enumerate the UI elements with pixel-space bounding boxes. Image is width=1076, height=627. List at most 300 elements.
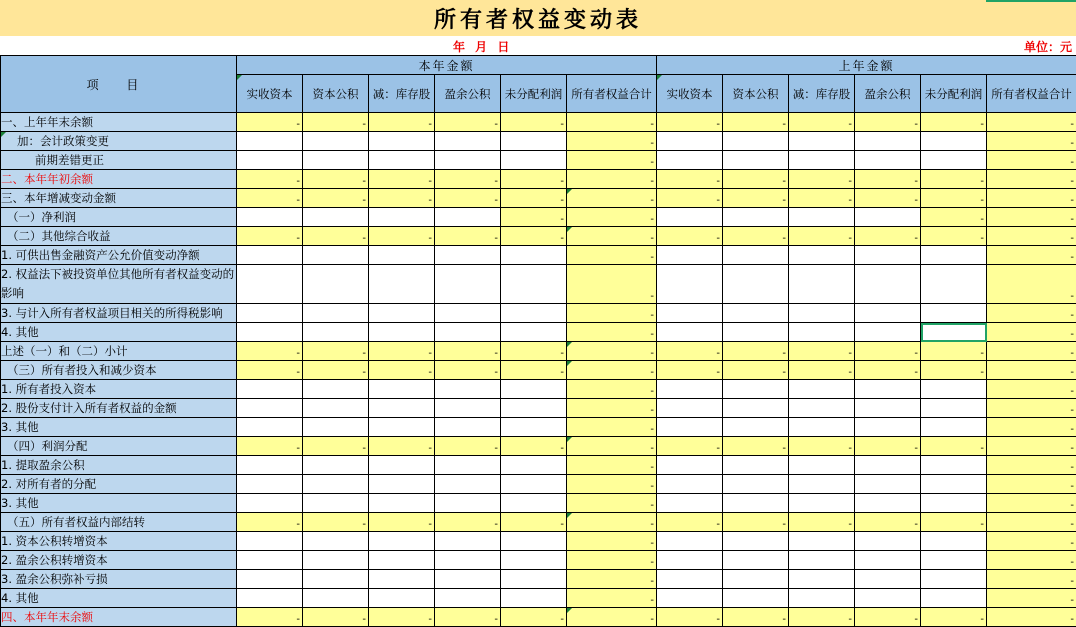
value-cell[interactable]: [435, 342, 501, 361]
value-cell[interactable]: [723, 494, 789, 513]
value-cell[interactable]: [435, 418, 501, 437]
value-cell[interactable]: [987, 208, 1076, 227]
value-cell[interactable]: [789, 399, 855, 418]
value-cell[interactable]: [657, 456, 723, 475]
value-cell[interactable]: [789, 189, 855, 208]
value-cell[interactable]: [435, 513, 501, 532]
value-cell[interactable]: [567, 189, 657, 208]
row-label[interactable]: （五）所有者权益内部结转: [1, 513, 237, 532]
value-cell[interactable]: [369, 304, 435, 323]
value-cell[interactable]: [567, 570, 657, 589]
value-cell[interactable]: [435, 151, 501, 170]
value-cell[interactable]: [987, 437, 1076, 456]
value-cell[interactable]: [237, 227, 303, 246]
value-cell[interactable]: [435, 380, 501, 399]
value-cell[interactable]: [501, 189, 567, 208]
value-cell[interactable]: [237, 265, 303, 304]
value-cell[interactable]: [369, 513, 435, 532]
value-cell[interactable]: [435, 265, 501, 304]
value-cell[interactable]: [369, 227, 435, 246]
value-cell[interactable]: [789, 570, 855, 589]
value-cell[interactable]: [237, 513, 303, 532]
value-cell[interactable]: [987, 532, 1076, 551]
value-cell[interactable]: [303, 265, 369, 304]
value-cell[interactable]: [369, 208, 435, 227]
value-cell[interactable]: [855, 456, 921, 475]
row-label[interactable]: 2. 对所有者的分配: [1, 475, 237, 494]
value-cell[interactable]: [567, 265, 657, 304]
value-cell[interactable]: [303, 570, 369, 589]
value-cell[interactable]: [567, 323, 657, 342]
value-cell[interactable]: [723, 132, 789, 151]
current-column-header[interactable]: 实收资本: [237, 75, 303, 113]
value-cell[interactable]: [237, 151, 303, 170]
value-cell[interactable]: [657, 475, 723, 494]
value-cell[interactable]: [987, 227, 1076, 246]
value-cell[interactable]: [501, 608, 567, 627]
row-label[interactable]: 2. 权益法下被投资单位其他所有者权益变动的影响: [1, 265, 237, 304]
current-column-header[interactable]: 减：库存股: [369, 75, 435, 113]
value-cell[interactable]: [369, 494, 435, 513]
value-cell[interactable]: [369, 456, 435, 475]
value-cell[interactable]: [921, 132, 987, 151]
value-cell[interactable]: [237, 551, 303, 570]
value-cell[interactable]: [987, 608, 1076, 627]
prior-column-header[interactable]: 实收资本: [657, 75, 723, 113]
value-cell[interactable]: [723, 170, 789, 189]
value-cell[interactable]: [369, 608, 435, 627]
value-cell[interactable]: [855, 475, 921, 494]
value-cell[interactable]: [987, 323, 1076, 342]
value-cell[interactable]: [369, 170, 435, 189]
value-cell[interactable]: [237, 380, 303, 399]
current-year-header[interactable]: 本年金额: [237, 56, 657, 75]
value-cell[interactable]: [855, 399, 921, 418]
value-cell[interactable]: [855, 246, 921, 265]
value-cell[interactable]: [723, 475, 789, 494]
value-cell[interactable]: [723, 418, 789, 437]
value-cell[interactable]: [987, 151, 1076, 170]
value-cell[interactable]: [435, 570, 501, 589]
value-cell[interactable]: [723, 342, 789, 361]
value-cell[interactable]: [501, 361, 567, 380]
value-cell[interactable]: [855, 437, 921, 456]
value-cell[interactable]: [855, 342, 921, 361]
value-cell[interactable]: [501, 399, 567, 418]
value-cell[interactable]: [855, 304, 921, 323]
value-cell[interactable]: [723, 151, 789, 170]
value-cell[interactable]: [435, 170, 501, 189]
value-cell[interactable]: [303, 170, 369, 189]
value-cell[interactable]: [435, 246, 501, 265]
value-cell[interactable]: [501, 170, 567, 189]
value-cell[interactable]: [435, 132, 501, 151]
value-cell[interactable]: [987, 551, 1076, 570]
value-cell[interactable]: [789, 342, 855, 361]
value-cell[interactable]: [303, 551, 369, 570]
value-cell[interactable]: [723, 265, 789, 304]
row-label[interactable]: 一、上年年末余额: [1, 113, 237, 132]
value-cell[interactable]: [921, 323, 987, 342]
value-cell[interactable]: [369, 418, 435, 437]
value-cell[interactable]: [723, 323, 789, 342]
value-cell[interactable]: [657, 151, 723, 170]
value-cell[interactable]: [369, 113, 435, 132]
value-cell[interactable]: [921, 513, 987, 532]
value-cell[interactable]: [921, 151, 987, 170]
value-cell[interactable]: [501, 570, 567, 589]
row-label[interactable]: 2. 盈余公积转增资本: [1, 551, 237, 570]
value-cell[interactable]: [657, 113, 723, 132]
value-cell[interactable]: [303, 475, 369, 494]
value-cell[interactable]: [501, 456, 567, 475]
value-cell[interactable]: [369, 589, 435, 608]
value-cell[interactable]: [657, 437, 723, 456]
value-cell[interactable]: [657, 246, 723, 265]
value-cell[interactable]: [987, 399, 1076, 418]
value-cell[interactable]: [369, 265, 435, 304]
value-cell[interactable]: [369, 342, 435, 361]
row-label[interactable]: 1. 可供出售金融资产公允价值变动净额: [1, 246, 237, 265]
value-cell[interactable]: [723, 399, 789, 418]
value-cell[interactable]: [657, 380, 723, 399]
value-cell[interactable]: [501, 475, 567, 494]
value-cell[interactable]: [855, 608, 921, 627]
value-cell[interactable]: [237, 570, 303, 589]
value-cell[interactable]: [657, 551, 723, 570]
value-cell[interactable]: [435, 456, 501, 475]
value-cell[interactable]: [987, 170, 1076, 189]
value-cell[interactable]: [789, 456, 855, 475]
row-label[interactable]: 四、本年年末余额: [1, 608, 237, 627]
value-cell[interactable]: [789, 113, 855, 132]
value-cell[interactable]: [723, 227, 789, 246]
value-cell[interactable]: [303, 323, 369, 342]
value-cell[interactable]: [855, 570, 921, 589]
value-cell[interactable]: [657, 323, 723, 342]
value-cell[interactable]: [789, 380, 855, 399]
value-cell[interactable]: [921, 437, 987, 456]
value-cell[interactable]: [435, 323, 501, 342]
value-cell[interactable]: [303, 608, 369, 627]
value-cell[interactable]: [303, 513, 369, 532]
value-cell[interactable]: [921, 227, 987, 246]
value-cell[interactable]: [567, 608, 657, 627]
value-cell[interactable]: [435, 532, 501, 551]
value-cell[interactable]: [657, 513, 723, 532]
value-cell[interactable]: [501, 589, 567, 608]
value-cell[interactable]: [855, 151, 921, 170]
value-cell[interactable]: [435, 189, 501, 208]
value-cell[interactable]: [237, 494, 303, 513]
value-cell[interactable]: [987, 113, 1076, 132]
value-cell[interactable]: [369, 380, 435, 399]
prior-column-header[interactable]: 减：库存股: [789, 75, 855, 113]
value-cell[interactable]: [501, 132, 567, 151]
row-label[interactable]: 加：会计政策变更: [1, 132, 237, 151]
value-cell[interactable]: [657, 570, 723, 589]
value-cell[interactable]: [921, 532, 987, 551]
value-cell[interactable]: [303, 113, 369, 132]
value-cell[interactable]: [789, 208, 855, 227]
value-cell[interactable]: [567, 513, 657, 532]
value-cell[interactable]: [723, 113, 789, 132]
value-cell[interactable]: [657, 399, 723, 418]
value-cell[interactable]: [567, 589, 657, 608]
value-cell[interactable]: [237, 456, 303, 475]
value-cell[interactable]: [723, 589, 789, 608]
value-cell[interactable]: [567, 437, 657, 456]
value-cell[interactable]: [501, 227, 567, 246]
value-cell[interactable]: [921, 170, 987, 189]
value-cell[interactable]: [501, 265, 567, 304]
value-cell[interactable]: [723, 456, 789, 475]
value-cell[interactable]: [921, 589, 987, 608]
value-cell[interactable]: [435, 227, 501, 246]
value-cell[interactable]: [303, 380, 369, 399]
value-cell[interactable]: [921, 570, 987, 589]
value-cell[interactable]: [657, 208, 723, 227]
value-cell[interactable]: [789, 361, 855, 380]
value-cell[interactable]: [567, 170, 657, 189]
value-cell[interactable]: [987, 475, 1076, 494]
value-cell[interactable]: [369, 246, 435, 265]
value-cell[interactable]: [303, 399, 369, 418]
value-cell[interactable]: [237, 132, 303, 151]
value-cell[interactable]: [723, 513, 789, 532]
row-label[interactable]: 1. 所有者投入资本: [1, 380, 237, 399]
value-cell[interactable]: [567, 113, 657, 132]
value-cell[interactable]: [855, 361, 921, 380]
value-cell[interactable]: [789, 551, 855, 570]
value-cell[interactable]: [921, 265, 987, 304]
value-cell[interactable]: [501, 323, 567, 342]
value-cell[interactable]: [657, 265, 723, 304]
value-cell[interactable]: [369, 475, 435, 494]
value-cell[interactable]: [723, 189, 789, 208]
value-cell[interactable]: [369, 570, 435, 589]
value-cell[interactable]: [237, 246, 303, 265]
value-cell[interactable]: [369, 151, 435, 170]
value-cell[interactable]: [435, 475, 501, 494]
value-cell[interactable]: [789, 151, 855, 170]
value-cell[interactable]: [987, 361, 1076, 380]
value-cell[interactable]: [723, 570, 789, 589]
row-label[interactable]: 1. 资本公积转增资本: [1, 532, 237, 551]
value-cell[interactable]: [567, 208, 657, 227]
row-label[interactable]: （一）净利润: [1, 208, 237, 227]
value-cell[interactable]: [987, 189, 1076, 208]
value-cell[interactable]: [567, 418, 657, 437]
value-cell[interactable]: [369, 361, 435, 380]
value-cell[interactable]: [435, 399, 501, 418]
value-cell[interactable]: [567, 380, 657, 399]
value-cell[interactable]: [987, 265, 1076, 304]
value-cell[interactable]: [987, 589, 1076, 608]
value-cell[interactable]: [789, 304, 855, 323]
value-cell[interactable]: [657, 608, 723, 627]
value-cell[interactable]: [723, 380, 789, 399]
value-cell[interactable]: [657, 170, 723, 189]
prior-column-header[interactable]: 未分配利润: [921, 75, 987, 113]
value-cell[interactable]: [369, 551, 435, 570]
value-cell[interactable]: [567, 304, 657, 323]
value-cell[interactable]: [369, 323, 435, 342]
value-cell[interactable]: [567, 551, 657, 570]
value-cell[interactable]: [237, 189, 303, 208]
value-cell[interactable]: [303, 208, 369, 227]
value-cell[interactable]: [657, 189, 723, 208]
value-cell[interactable]: [921, 304, 987, 323]
value-cell[interactable]: [501, 418, 567, 437]
value-cell[interactable]: [237, 475, 303, 494]
value-cell[interactable]: [369, 189, 435, 208]
value-cell[interactable]: [921, 380, 987, 399]
value-cell[interactable]: [723, 246, 789, 265]
value-cell[interactable]: [789, 246, 855, 265]
value-cell[interactable]: [723, 437, 789, 456]
value-cell[interactable]: [567, 475, 657, 494]
row-label[interactable]: 三、本年增减变动金额: [1, 189, 237, 208]
row-label[interactable]: 3. 盈余公积弥补亏损: [1, 570, 237, 589]
value-cell[interactable]: [501, 304, 567, 323]
value-cell[interactable]: [237, 170, 303, 189]
value-cell[interactable]: [303, 189, 369, 208]
value-cell[interactable]: [987, 513, 1076, 532]
value-cell[interactable]: [567, 227, 657, 246]
value-cell[interactable]: [789, 437, 855, 456]
value-cell[interactable]: [303, 132, 369, 151]
value-cell[interactable]: [789, 418, 855, 437]
value-cell[interactable]: [501, 342, 567, 361]
value-cell[interactable]: [435, 208, 501, 227]
value-cell[interactable]: [303, 361, 369, 380]
value-cell[interactable]: [987, 304, 1076, 323]
value-cell[interactable]: [303, 418, 369, 437]
value-cell[interactable]: [789, 608, 855, 627]
value-cell[interactable]: [855, 265, 921, 304]
value-cell[interactable]: [723, 608, 789, 627]
value-cell[interactable]: [657, 532, 723, 551]
value-cell[interactable]: [987, 570, 1076, 589]
row-label[interactable]: （四）利润分配: [1, 437, 237, 456]
row-label[interactable]: 3. 其他: [1, 494, 237, 513]
value-cell[interactable]: [501, 437, 567, 456]
value-cell[interactable]: [855, 532, 921, 551]
value-cell[interactable]: [855, 551, 921, 570]
value-cell[interactable]: [723, 551, 789, 570]
value-cell[interactable]: [987, 246, 1076, 265]
value-cell[interactable]: [435, 113, 501, 132]
value-cell[interactable]: [567, 361, 657, 380]
value-cell[interactable]: [369, 132, 435, 151]
value-cell[interactable]: [789, 170, 855, 189]
value-cell[interactable]: [303, 532, 369, 551]
row-label[interactable]: 3. 其他: [1, 418, 237, 437]
value-cell[interactable]: [435, 437, 501, 456]
row-label[interactable]: 上述（一）和（二）小计: [1, 342, 237, 361]
value-cell[interactable]: [855, 380, 921, 399]
value-cell[interactable]: [435, 361, 501, 380]
value-cell[interactable]: [855, 113, 921, 132]
value-cell[interactable]: [987, 342, 1076, 361]
value-cell[interactable]: [501, 513, 567, 532]
item-column-header[interactable]: 项 目: [1, 56, 237, 113]
row-label[interactable]: 前期差错更正: [1, 151, 237, 170]
value-cell[interactable]: [237, 437, 303, 456]
current-column-header[interactable]: 所有者权益合计: [567, 75, 657, 113]
value-cell[interactable]: [237, 589, 303, 608]
row-label[interactable]: 2. 股份支付计入所有者权益的金额: [1, 399, 237, 418]
value-cell[interactable]: [501, 551, 567, 570]
value-cell[interactable]: [657, 494, 723, 513]
prior-column-header[interactable]: 资本公积: [723, 75, 789, 113]
value-cell[interactable]: [855, 494, 921, 513]
value-cell[interactable]: [237, 532, 303, 551]
value-cell[interactable]: [723, 532, 789, 551]
value-cell[interactable]: [855, 227, 921, 246]
value-cell[interactable]: [435, 304, 501, 323]
value-cell[interactable]: [921, 551, 987, 570]
value-cell[interactable]: [567, 342, 657, 361]
value-cell[interactable]: [657, 361, 723, 380]
value-cell[interactable]: [921, 418, 987, 437]
value-cell[interactable]: [657, 342, 723, 361]
value-cell[interactable]: [987, 494, 1076, 513]
value-cell[interactable]: [921, 246, 987, 265]
value-cell[interactable]: [303, 227, 369, 246]
value-cell[interactable]: [237, 418, 303, 437]
value-cell[interactable]: [921, 399, 987, 418]
value-cell[interactable]: [435, 608, 501, 627]
value-cell[interactable]: [501, 208, 567, 227]
value-cell[interactable]: [789, 132, 855, 151]
value-cell[interactable]: [921, 113, 987, 132]
value-cell[interactable]: [237, 323, 303, 342]
row-label[interactable]: 二、本年年初余额: [1, 170, 237, 189]
value-cell[interactable]: [723, 304, 789, 323]
value-cell[interactable]: [855, 132, 921, 151]
value-cell[interactable]: [855, 189, 921, 208]
value-cell[interactable]: [303, 494, 369, 513]
value-cell[interactable]: [567, 151, 657, 170]
value-cell[interactable]: [789, 323, 855, 342]
value-cell[interactable]: [237, 208, 303, 227]
value-cell[interactable]: [435, 551, 501, 570]
value-cell[interactable]: [855, 170, 921, 189]
value-cell[interactable]: [789, 494, 855, 513]
value-cell[interactable]: [369, 399, 435, 418]
value-cell[interactable]: [567, 246, 657, 265]
value-cell[interactable]: [921, 342, 987, 361]
prior-column-header[interactable]: 盈余公积: [855, 75, 921, 113]
row-label[interactable]: 1. 提取盈余公积: [1, 456, 237, 475]
prior-column-header[interactable]: 所有者权益合计: [987, 75, 1076, 113]
value-cell[interactable]: [303, 456, 369, 475]
value-cell[interactable]: [435, 494, 501, 513]
value-cell[interactable]: [237, 399, 303, 418]
value-cell[interactable]: [501, 494, 567, 513]
value-cell[interactable]: [237, 608, 303, 627]
value-cell[interactable]: [369, 437, 435, 456]
value-cell[interactable]: [855, 589, 921, 608]
value-cell[interactable]: [789, 532, 855, 551]
value-cell[interactable]: [789, 265, 855, 304]
value-cell[interactable]: [987, 380, 1076, 399]
row-label[interactable]: （三）所有者投入和减少资本: [1, 361, 237, 380]
value-cell[interactable]: [921, 189, 987, 208]
value-cell[interactable]: [855, 418, 921, 437]
